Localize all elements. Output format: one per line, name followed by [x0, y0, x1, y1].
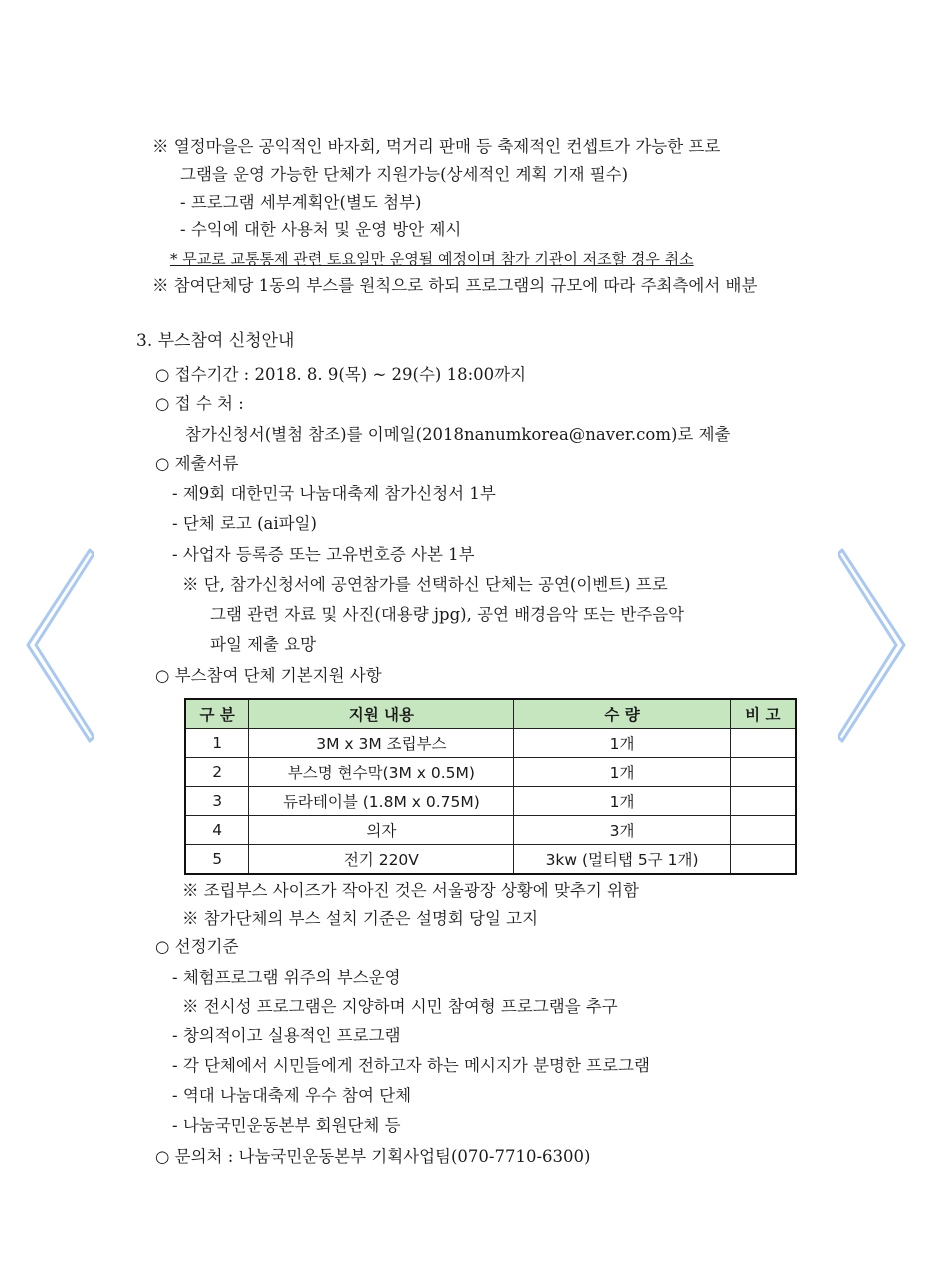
- application-period: ○ 접수기간 : 2018. 8. 9(목) ~ 29(수) 18:00까지: [155, 365, 527, 384]
- cell-quantity: 1개: [514, 729, 730, 758]
- cell-quantity: 3kw (멀티탭 5구 1개): [514, 845, 730, 875]
- docs-note: ※ 단, 참가신청서에 공연참가를 선택하신 단체는 공연(이벤트) 프로: [182, 575, 668, 594]
- cell-content: 의자: [249, 816, 514, 845]
- support-table: [184, 698, 797, 875]
- table-row: [185, 729, 796, 758]
- header-category: 구 분: [185, 699, 249, 729]
- criteria-note: ※ 전시성 프로그램은 지양하며 시민 참여형 프로그램을 추구: [182, 997, 618, 1016]
- docs-note-cont: 그램 관련 자료 및 사진(대용량 jpg), 공연 배경음악 또는 반주음악: [210, 605, 685, 624]
- previous-page-button[interactable]: [24, 548, 94, 743]
- header-content: 지원 내용: [249, 699, 514, 729]
- table-row: [185, 845, 796, 875]
- note-festival-village: ※ 열정마을은 공익적인 바자회, 먹거리 판매 등 축제적인 컨셉트가 가능한 프로: [152, 137, 721, 156]
- table-row: [185, 816, 796, 845]
- cell-remarks: [730, 816, 796, 845]
- support-label: ○ 부스참여 단체 기본지원 사항: [155, 666, 382, 685]
- docs-note-cont: 파일 제출 요망: [210, 635, 317, 654]
- doc-item: - 제9회 대한민국 나눔대축제 참가신청서 1부: [172, 484, 496, 503]
- table-row: [185, 758, 796, 787]
- cell-remarks: [730, 729, 796, 758]
- booth-setup-note: ※ 참가단체의 부스 설치 기준은 설명회 당일 고지: [182, 909, 539, 928]
- cell-no: 4: [185, 816, 249, 845]
- doc-item: - 단체 로고 (ai파일): [172, 514, 317, 533]
- note-booth-allocation: ※ 참여단체당 1동의 부스를 원칙으로 하되 프로그램의 규모에 따라 주최측에서 배분: [152, 276, 758, 295]
- cell-content: 전기 220V: [249, 845, 514, 875]
- booth-size-note: ※ 조립부스 사이즈가 작아진 것은 서울광장 상황에 맞추기 위함: [182, 881, 639, 900]
- section-heading: 3. 부스참여 신청안내: [136, 331, 295, 351]
- receiver-detail: 참가신청서(별첨 참조)를 이메일(2018nanumkorea@naver.com)로 제출: [185, 425, 731, 444]
- contact-info: ○ 문의처 : 나눔국민운동본부 기획사업팀(070-7710-6300): [155, 1147, 591, 1166]
- receiver-label: ○ 접 수 처 :: [155, 394, 244, 413]
- cell-content: 3M x 3M 조립부스: [249, 729, 514, 758]
- next-page-button[interactable]: [838, 548, 908, 743]
- cell-no: 1: [185, 729, 249, 758]
- cell-quantity: 1개: [514, 787, 730, 816]
- criteria-item: - 나눔국민운동본부 회원단체 등: [172, 1116, 401, 1135]
- criteria-item: - 체험프로그램 위주의 부스운영: [172, 968, 401, 987]
- note-saturday-only: * 무교로 교통통제 관련 토요일만 운영될 예정이며 참가 기관이 저조할 경우 취소: [170, 250, 694, 268]
- note-festival-village-cont: 그램을 운영 가능한 단체가 지원가능(상세적인 계획 기재 필수): [180, 165, 629, 184]
- note-revenue-plan: - 수익에 대한 사용처 및 운영 방안 제시: [180, 220, 462, 239]
- cell-quantity: 3개: [514, 816, 730, 845]
- cell-no: 5: [185, 845, 249, 875]
- chevron-left-icon: [24, 548, 94, 743]
- cell-content: 부스명 현수막(3M x 0.5M): [249, 758, 514, 787]
- chevron-right-icon: [838, 548, 908, 743]
- header-remarks: 비 고: [730, 699, 796, 729]
- cell-remarks: [730, 758, 796, 787]
- cell-remarks: [730, 845, 796, 875]
- table-header-row: [185, 699, 796, 729]
- note-program-plan: - 프로그램 세부계획안(별도 첨부): [180, 193, 422, 212]
- docs-label: ○ 제출서류: [155, 454, 239, 473]
- doc-item: - 사업자 등록증 또는 고유번호증 사본 1부: [172, 545, 475, 564]
- header-quantity: 수 량: [514, 699, 730, 729]
- cell-content: 듀라테이블 (1.8M x 0.75M): [249, 787, 514, 816]
- cell-quantity: 1개: [514, 758, 730, 787]
- criteria-item: - 각 단체에서 시민들에게 전하고자 하는 메시지가 분명한 프로그램: [172, 1056, 650, 1075]
- table-row: [185, 787, 796, 816]
- cell-no: 3: [185, 787, 249, 816]
- cell-no: 2: [185, 758, 249, 787]
- criteria-item: - 역대 나눔대축제 우수 참여 단체: [172, 1086, 412, 1105]
- criteria-item: - 창의적이고 실용적인 프로그램: [172, 1026, 401, 1045]
- criteria-label: ○ 선정기준: [155, 937, 239, 956]
- cell-remarks: [730, 787, 796, 816]
